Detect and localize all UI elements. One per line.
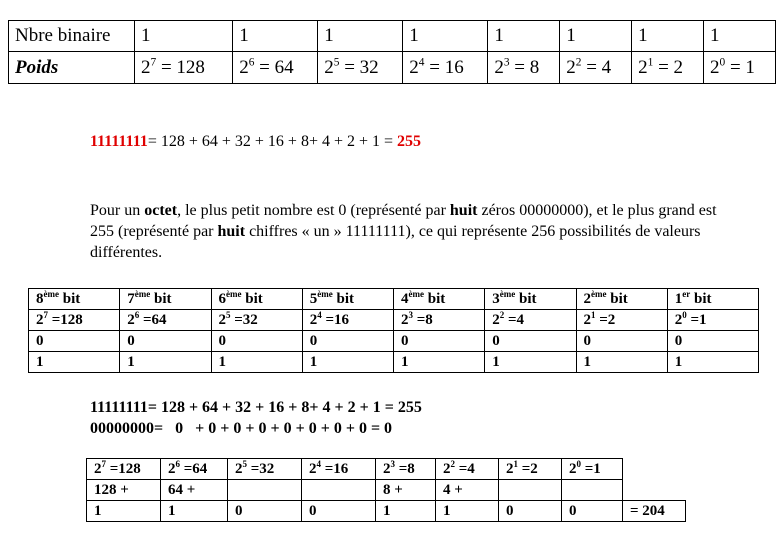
power-cell: $2^6 =64$ [120,310,211,331]
binary-digit: 1 [135,21,233,52]
huit-term: huit [449,202,478,219]
sum-line-zeros: 00000000= 0 + 0 + 0 + 0 + 0 + 0 + 0 + 0 = 0 [90,420,393,437]
bit-cell: 1 [485,352,576,373]
bit-header: 8ème bit [29,289,120,310]
power-cell: $2^0 =1$ [562,459,623,480]
sum-result: 255 [397,133,422,150]
bit-cell: 1 [120,352,211,373]
power-cell: $2^4 =16$ [302,459,376,480]
bit-cell: 1 [376,501,436,522]
power-cell: $2^0 =1$ [667,310,758,331]
zeros-row [29,331,759,352]
sum-block [90,397,422,439]
contribution-cell [499,480,562,501]
weight-cell: $2^4 = 16$ [403,52,488,84]
bit-cell: 1 [436,501,499,522]
weight-cell: $2^2 = 4$ [560,52,632,84]
contribution-cell: 8 + [376,480,436,501]
weight-row [9,52,776,84]
weight-cell: $2^3 = 8$ [488,52,560,84]
power-cell: $2^2 =4$ [485,310,576,331]
binary-digit: 1 [403,21,488,52]
power-cell: $2^6 =64$ [161,459,228,480]
power-cell: $2^7 =128$ [29,310,120,331]
weight-cell: $2^5 = 32$ [318,52,403,84]
power-cell: $2^3 =8$ [394,310,485,331]
bit-header: 1er bit [667,289,758,310]
binary-value: 11111111 [90,133,148,150]
weight-cell: $2^6 = 64$ [233,52,318,84]
bit-cell: 1 [87,501,161,522]
conversion-example-table [86,458,686,522]
binary-digit: 1 [233,21,318,52]
bit-cell: 0 [499,501,562,522]
bit-cell: 1 [576,352,667,373]
power-cell: $2^1 =2$ [576,310,667,331]
bit-header: 7ème bit [120,289,211,310]
binary-digit: 1 [632,21,704,52]
power-row [87,459,686,480]
binary-digit: 1 [318,21,403,52]
bit-position-table [28,288,759,373]
binary-digit: 1 [560,21,632,52]
bit-cell: 1 [211,352,302,373]
sum-line-255 [90,133,421,151]
power-cell: $2^3 =8$ [376,459,436,480]
contribution-cell: 64 + [161,480,228,501]
bit-cell: 0 [562,501,623,522]
binary-row-label: Nbre binaire [9,21,135,52]
power-cell: $2^4 =16$ [302,310,393,331]
binary-weight-table [8,20,776,84]
bit-header-row [29,289,759,310]
bit-cell: 0 [120,331,211,352]
octet-paragraph: Pour un octet, le plus petit nombre est 0 (représenté par huit zéros 00000000), et le plus grand est 255 (représenté par huit chiffres « un » 11111111), ce qui représente 256 possibilités de valeurs différentes. [90,202,717,261]
power-cell: $2^7 =128$ [87,459,161,480]
contribution-cell [228,480,302,501]
bit-cell: 0 [29,331,120,352]
bit-header: 3ème bit [485,289,576,310]
power-cell: $2^1 =2$ [499,459,562,480]
bit-cell: 1 [302,352,393,373]
bits-row [87,501,686,522]
weight-cell: $2^1 = 2$ [632,52,704,84]
weight-cell: $2^0 = 1$ [704,52,776,84]
bit-cell: 1 [161,501,228,522]
bit-cell: 0 [576,331,667,352]
huit-term: huit [217,223,246,240]
octet-term: octet [144,202,178,219]
sum-expression: = 128 + 64 + 32 + 16 + 8+ 4 + 2 + 1 = [147,133,398,150]
bit-header: 4ème bit [394,289,485,310]
sum-line-ones: 11111111= 128 + 64 + 32 + 16 + 8+ 4 + 2 + 1 = 255 [90,399,422,416]
bit-cell: 1 [667,352,758,373]
weight-row-label: Poids [9,52,135,84]
contribution-cell: 128 + [87,480,161,501]
binary-digit: 1 [704,21,776,52]
bit-cell: 0 [211,331,302,352]
bit-cell: 0 [228,501,302,522]
binary-row [9,21,776,52]
bit-cell: 0 [667,331,758,352]
contribution-row [87,480,686,501]
bit-cell: 0 [302,501,376,522]
result-cell: = 204 [623,501,686,522]
empty-cell [623,459,686,480]
contribution-cell [302,480,376,501]
contribution-cell: 4 + [436,480,499,501]
weight-cell: $2^7 = 128$ [135,52,233,84]
bit-cell: 0 [394,331,485,352]
bit-cell: 1 [29,352,120,373]
binary-digit: 1 [488,21,560,52]
empty-cell [623,480,686,501]
bit-header: 5ème bit [302,289,393,310]
power-cell: $2^5 =32$ [211,310,302,331]
bit-cell: 0 [302,331,393,352]
bit-cell: 0 [485,331,576,352]
contribution-cell [562,480,623,501]
power-row [29,310,759,331]
power-cell: $2^2 =4$ [436,459,499,480]
ones-row [29,352,759,373]
power-cell: $2^5 =32$ [228,459,302,480]
bit-cell: 1 [394,352,485,373]
bit-header: 6ème bit [211,289,302,310]
bit-header: 2ème bit [576,289,667,310]
